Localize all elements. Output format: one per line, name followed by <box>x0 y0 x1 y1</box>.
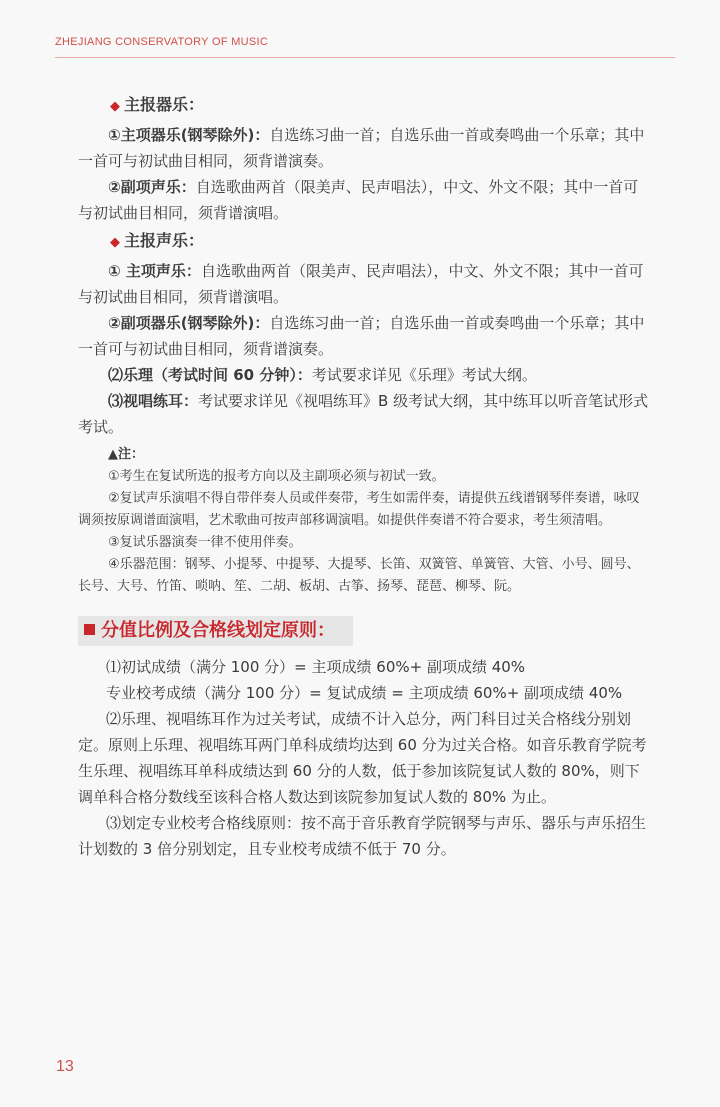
header-divider <box>55 57 675 58</box>
instrument-sub-item <box>78 174 650 226</box>
page-number: 13 <box>56 1058 74 1075</box>
note-item: ③复试乐器演奏一律不使用伴奏。 <box>108 535 302 550</box>
score-paragraph: ⑴初试成绩（满分 100 分）= 主项成绩 60%+ 副项成绩 40% <box>106 658 526 676</box>
note-item: ①考生在复试所选的报考方向以及主副项必须与初试一致。 <box>108 469 445 484</box>
vocal-sub-label: ②副项器乐(钢琴除外)： <box>108 314 270 332</box>
vocal-title-text: 主报声乐： <box>124 231 205 250</box>
instrument-main-text: 自选练习曲一首；自选乐曲一首或奏鸣曲一个乐章；其中一首可与初试曲目相同，须背谱演奏。 <box>78 126 645 170</box>
vocal-main-text: 自选歌曲两首（限美声、民声唱法），中文、外文不限；其中一首可与初试曲目相同，须背谱演唱。 <box>78 262 644 306</box>
instrument-main-item <box>78 122 650 174</box>
score-paragraph: ⑵乐理、视唱练耳作为过关考试，成绩不计入总分，两门科目过关合格线分别划定。原则上乐理、视唱练耳两门单科成绩均达到 60 分为过关合格。如音乐教育学院考生乐理、视唱练耳单科成绩达到 60 分的人数，低于参加该院复试人数的 80%，则下调单科合格分数线至该科合格人数达到该院参加复试人数的 80% 为止。 <box>78 710 647 806</box>
sightsing-item <box>78 388 650 440</box>
theory-label: ⑵乐理（考试时间 60 分钟）： <box>108 366 312 384</box>
vocal-sub-text: 自选练习曲一首；自选乐曲一首或奏鸣曲一个乐章；其中一首可与初试曲目相同，须背谱演奏。 <box>78 314 645 358</box>
vocal-main-item <box>78 258 650 310</box>
theory-text: 考试要求详见《乐理》考试大纲。 <box>311 366 537 384</box>
header-title: ZHEJIANG CONSERVATORY OF MUSIC <box>55 36 269 48</box>
vocal-main-label: ① 主项声乐： <box>108 262 201 280</box>
sightsing-text: 考试要求详见《视唱练耳》B 级考试大纲，其中练耳以听音笔试形式考试。 <box>78 392 649 436</box>
instrument-main-label: ①主项器乐(钢琴除外)： <box>108 126 270 144</box>
instrument-sub-text: 自选歌曲两首（限美声、民声唱法），中文、外文不限；其中一首可与初试曲目相同，须背谱演唱。 <box>78 178 639 222</box>
square-bullet-icon <box>84 624 95 635</box>
diamond-bullet-icon: ◆ <box>110 235 120 250</box>
theory-item <box>78 362 650 388</box>
diamond-bullet-icon: ◆ <box>110 99 120 114</box>
score-section-title: 分值比例及合格线划定原则： <box>101 620 335 641</box>
score-section-heading <box>78 616 353 646</box>
instrument-section-title <box>78 90 650 122</box>
notes-heading: ▲注： <box>108 447 144 462</box>
score-paragraph: ⑶划定专业校考合格线原则：按不高于音乐教育学院钢琴与声乐、器乐与声乐招生计划数的 3 倍分别划定，且专业校考成绩不低于 70 分。 <box>78 814 647 858</box>
score-paragraph: 专业校考成绩（满分 100 分）= 复试成绩 = 主项成绩 60%+ 副项成绩 40% <box>106 684 623 702</box>
note-item: ④乐器范围：钢琴、小提琴、中提琴、大提琴、长笛、双簧管、单簧管、大管、小号、圆号、长号、大号、竹笛、唢呐、笙、二胡、板胡、古筝、扬琴、琵琶、柳琴、阮。 <box>78 557 640 594</box>
sightsing-label: ⑶视唱练耳： <box>108 392 199 410</box>
instrument-sub-label: ②副项声乐： <box>108 178 196 196</box>
vocal-section-title <box>78 226 650 258</box>
instrument-title-text: 主报器乐： <box>124 95 205 114</box>
main-content <box>78 90 650 862</box>
note-item: ②复试声乐演唱不得自带伴奏人员或伴奏带，考生如需伴奏，请提供五线谱钢琴伴奏谱，咏叹调须按原调谱面演唱，艺术歌曲可按声部移调演唱。如提供伴奏谱不符合要求，考生须清唱。 <box>78 491 640 528</box>
vocal-sub-item <box>78 310 650 362</box>
